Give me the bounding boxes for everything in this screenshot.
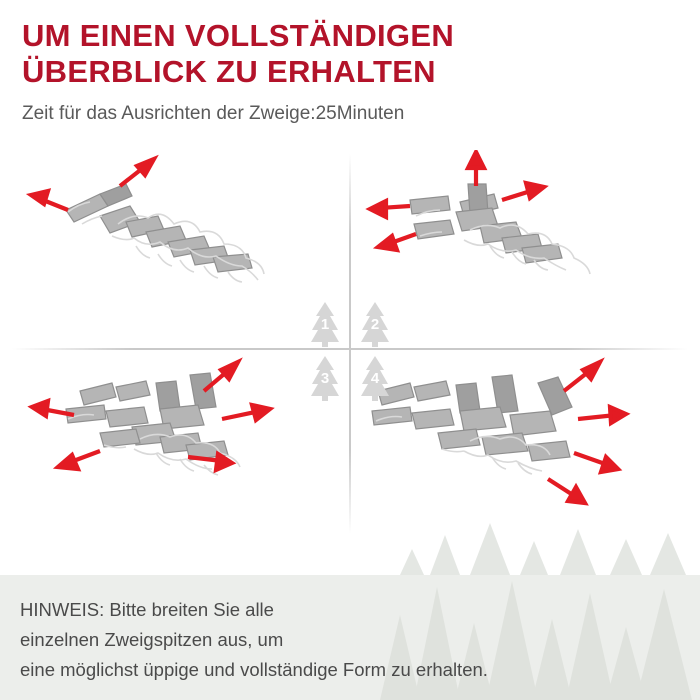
step-4-svg [352, 353, 692, 548]
step-badge-1 [305, 300, 345, 348]
footer-note-line-3: eine möglichst üppige und vollständige Form zu erhalten. [20, 659, 488, 680]
footer-note-line-2: einzelnen Zweigspitzen aus, um [20, 629, 284, 650]
page-header [22, 18, 680, 126]
step-1-svg [8, 150, 348, 345]
branch-shapes [372, 375, 572, 461]
step-2-illustration [352, 150, 692, 345]
branch-shapes [66, 184, 252, 272]
page-title [22, 18, 680, 90]
step-3-illustration [8, 353, 348, 548]
step-badge-4 [355, 354, 395, 402]
step-badge-1-number: 1 [320, 316, 330, 333]
branch-shapes [66, 373, 228, 460]
footer-note [20, 595, 682, 685]
step-2-svg [352, 150, 692, 345]
diagram-area [0, 148, 700, 553]
step-badge-4-number: 4 [370, 370, 380, 387]
page-title-line-1: UM EINEN VOLLSTÄNDIGEN [22, 18, 455, 53]
page-subtitle: Zeit für das Ausrichten der Zweige:25Minuten [22, 103, 405, 124]
footer-note-band [0, 575, 700, 700]
step-badge-3-number: 3 [320, 370, 330, 387]
step-badge-3 [305, 354, 345, 402]
page-title-line-2: ÜBERBLICK ZU ERHALTEN [22, 54, 436, 89]
divider-vertical [349, 154, 351, 534]
step-4-illustration [352, 353, 692, 548]
step-1-illustration [8, 150, 348, 345]
footer-note-line-1: HINWEIS: Bitte breiten Sie alle [20, 599, 274, 620]
step-badge-2-number: 2 [370, 316, 380, 333]
step-3-svg [8, 353, 348, 548]
branch-shapes [410, 184, 562, 263]
step-badge-2 [355, 300, 395, 348]
divider-horizontal [12, 348, 688, 350]
